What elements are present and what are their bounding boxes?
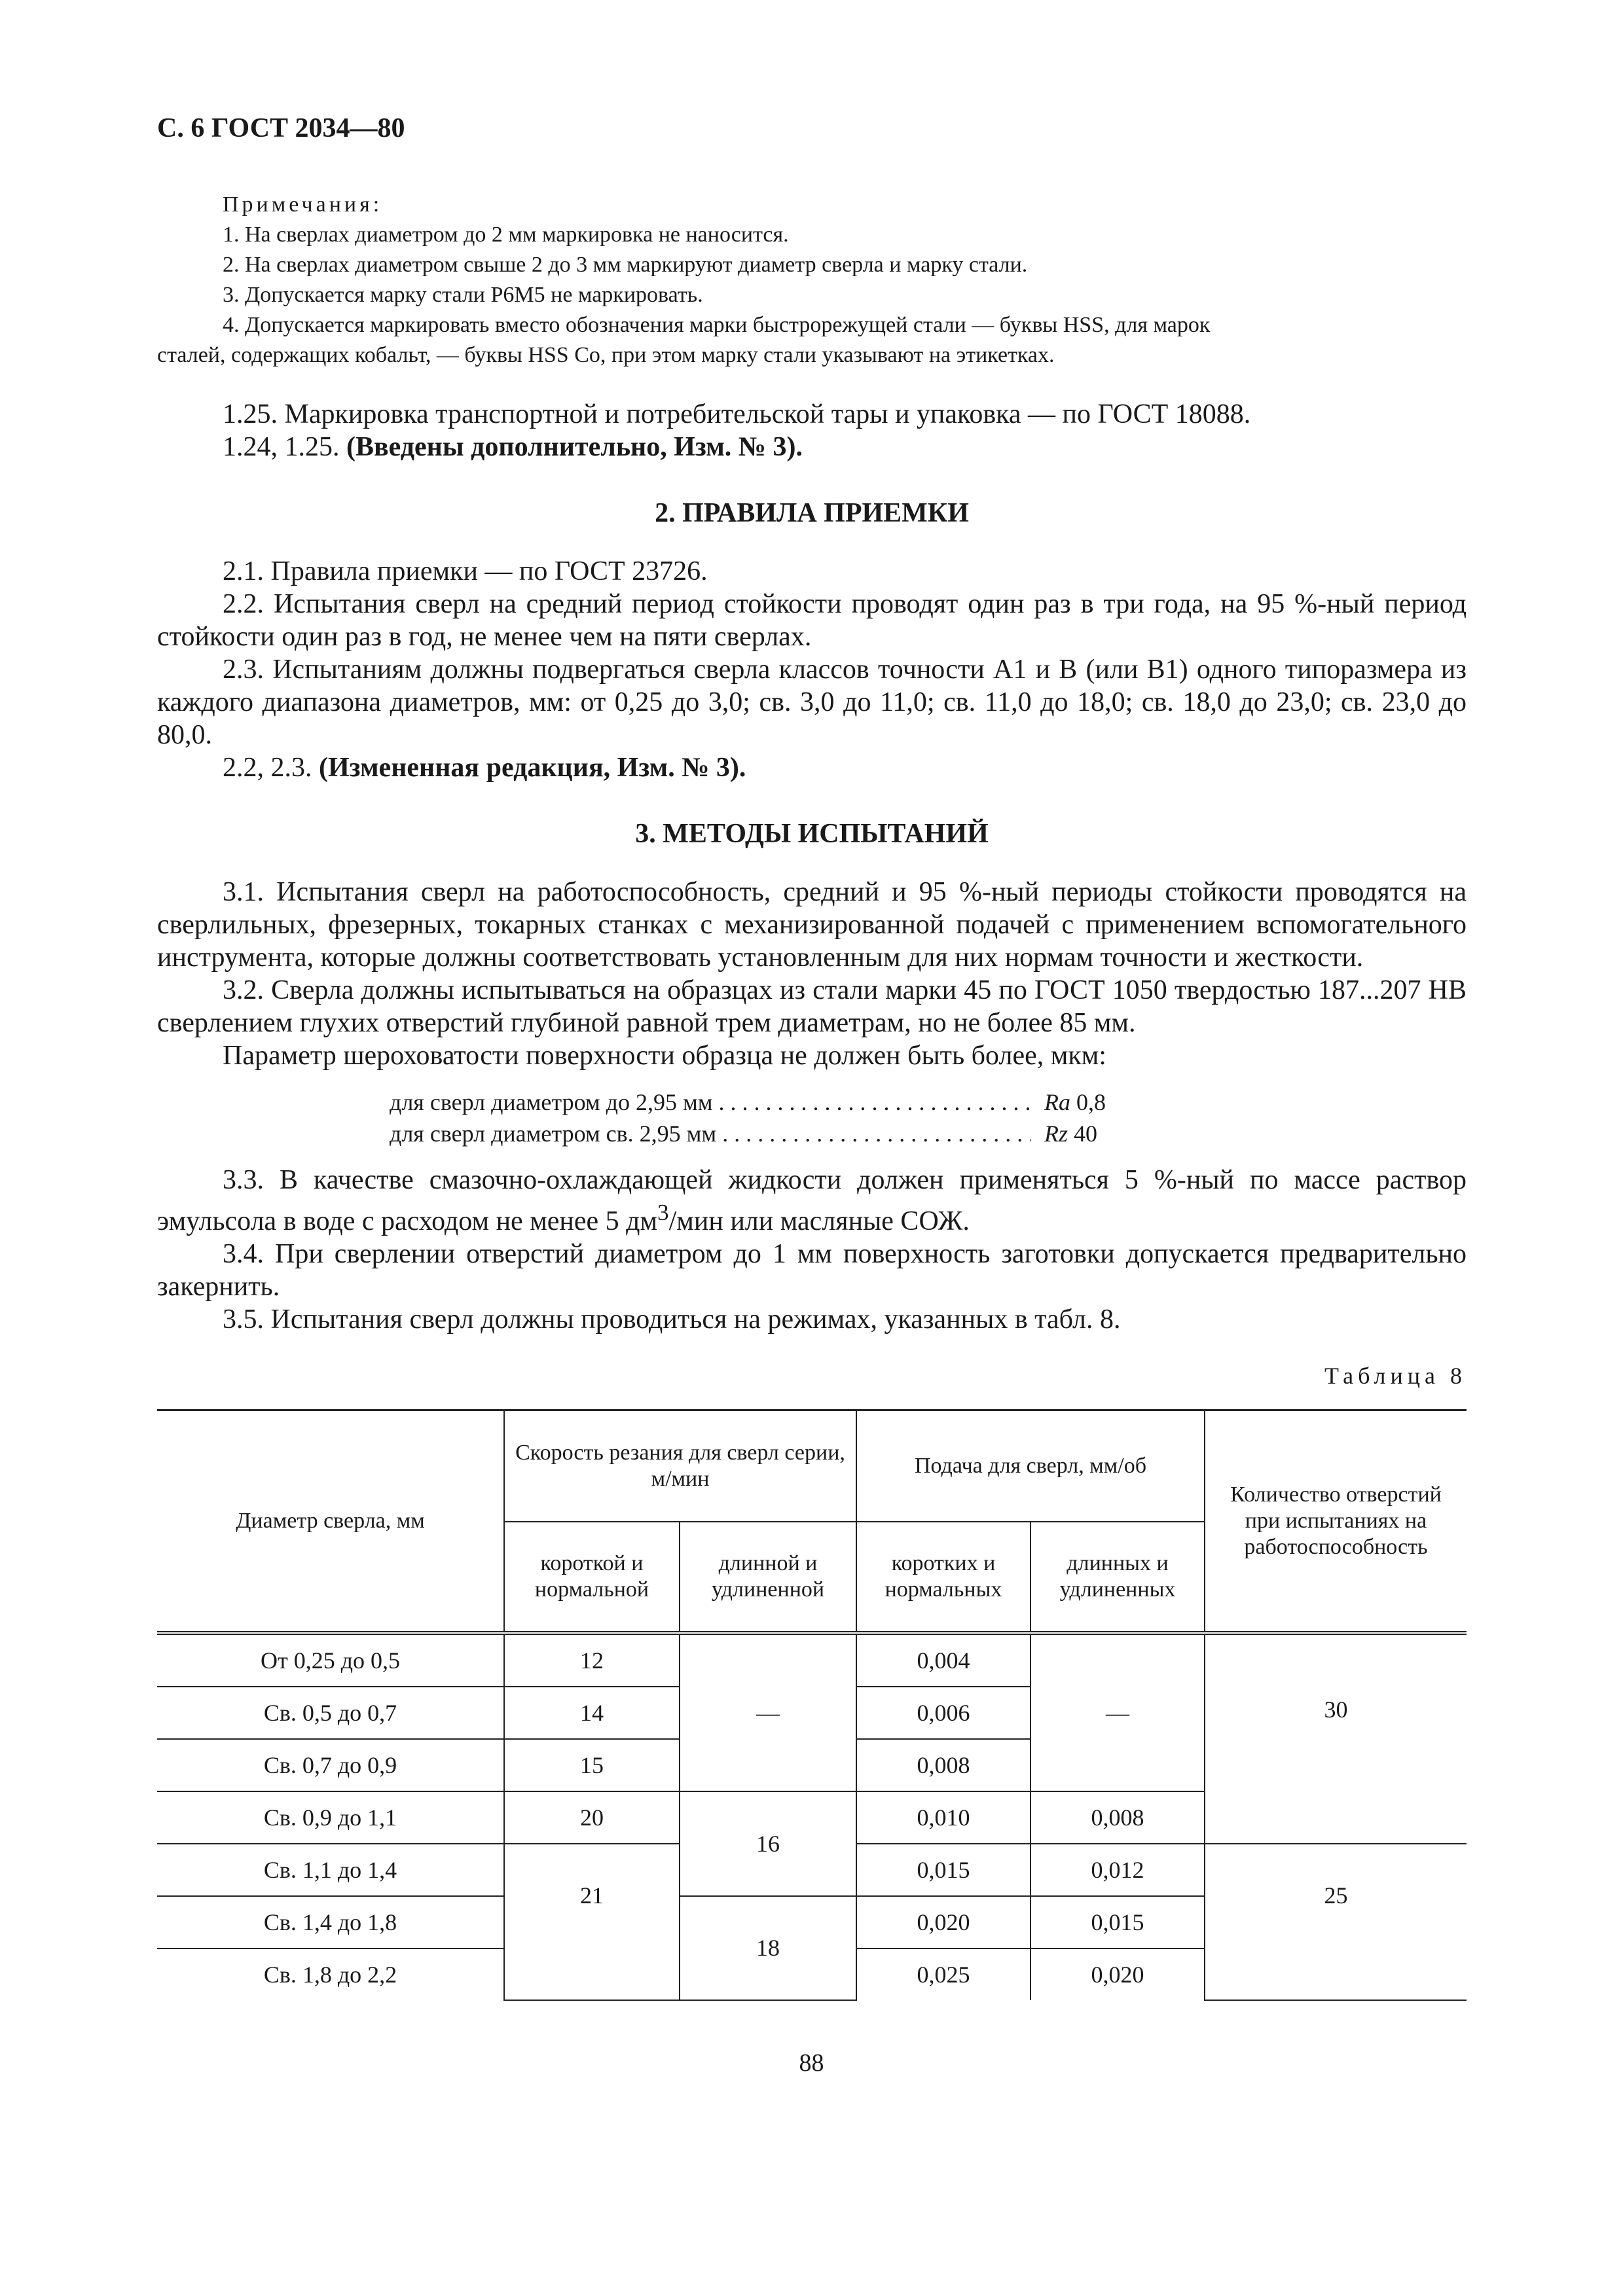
cell-count: 25 <box>1205 1844 1467 2000</box>
note-item: 3. Допускается марку стали Р6М5 не маркировать. <box>223 283 703 307</box>
paragraph-text: 3.2. Сверла должны испытываться на образцах из стали марки 45 по ГОСТ 1050 твердостью 187...207 НВ сверлением глухих отверстий глубиной равной трем диаметрам, но не более 85 мм. <box>157 975 1467 1038</box>
header-speed-short: короткой и нормальной <box>504 1522 680 1633</box>
paragraph-3-4 <box>157 1238 1467 1303</box>
paragraph-3-2-roughness <box>157 1039 1467 1072</box>
paragraph-text: 3.1. Испытания сверл на работоспособность, средний и 95 %-ный периоды стойкости проводятся на сверлильных, фрезерных, токарных станках с механизированной подачей с применением вспомогательного инструмента, которые должны соответствовать установленным для них нормам точности и жесткости. <box>157 877 1467 973</box>
cell-diameter: Св. 1,1 до 1,4 <box>157 1844 504 1896</box>
cell-diameter: Св. 0,7 до 0,9 <box>157 1739 504 1791</box>
header-speed: Скорость резания для сверл серии, м/мин <box>504 1410 856 1522</box>
section-2-title: 2. ПРАВИЛА ПРИЕМКИ <box>655 498 969 528</box>
amendment-note: (Измененная редакция, Изм. № 3). <box>319 753 746 783</box>
cell-feed-long: 0,020 <box>1030 1948 1205 2000</box>
notes-title: Примечания: <box>223 192 383 217</box>
roughness-value <box>1031 1086 1136 1118</box>
cell-count: 30 <box>1205 1633 1467 1844</box>
superscript: 3 <box>657 1200 669 1225</box>
roughness-row <box>390 1086 1136 1118</box>
paragraph-1-25 <box>157 398 1467 431</box>
amendment-note: (Введены дополнительно, Изм. № 3). <box>346 432 803 462</box>
header-speed-long: длинной и удлиненной <box>680 1522 856 1633</box>
notes-block <box>157 190 1467 370</box>
cell-feed-short: 0,010 <box>856 1791 1030 1844</box>
roughness-row <box>390 1118 1136 1149</box>
paragraph-3-3 <box>157 1164 1467 1238</box>
header-feed-short: коротких и нормальных <box>856 1522 1030 1633</box>
note-item: 1. На сверлах диаметром до 2 мм маркировка не наносится. <box>223 223 789 247</box>
paragraph-2-2 <box>157 588 1467 653</box>
cell-speed-short: 20 <box>504 1791 680 1844</box>
cell-feed-short: 0,008 <box>856 1739 1030 1791</box>
paragraph-text: Параметр шероховатости поверхности образца не должен быть более, мкм: <box>223 1041 1106 1071</box>
cell-feed-long: 0,008 <box>1030 1791 1205 1844</box>
cell-feed-short: 0,020 <box>856 1896 1030 1948</box>
paragraph-3-1 <box>157 876 1467 974</box>
cell-feed-short: 0,015 <box>856 1844 1030 1896</box>
roughness-list <box>390 1086 1136 1149</box>
paragraph-1-24-amend <box>157 431 1467 463</box>
page-content <box>157 190 1467 2001</box>
roughness-number: 0,8 <box>1076 1089 1106 1115</box>
cell-feed-short: 0,025 <box>856 1948 1030 2000</box>
note-item: 2. На сверлах диаметром свыше 2 до 3 мм маркируют диаметр сверла и марку стали. <box>223 253 1028 277</box>
cell-diameter: Св. 0,9 до 1,1 <box>157 1791 504 1844</box>
cell-speed-long: — <box>680 1633 856 1791</box>
note-item-continued: сталей, содержащих кобальт, — буквы HSS Co, при этом марку стали указывают на этикетках. <box>157 343 1055 367</box>
roughness-value <box>1031 1118 1136 1149</box>
test-modes-table <box>157 1409 1467 2001</box>
paragraph-text: 3.5. Испытания сверл должны проводиться на режимах, указанных в табл. 8. <box>223 1304 1121 1335</box>
cell-speed-short: 15 <box>504 1739 680 1791</box>
page-number: 88 <box>799 2049 824 2077</box>
cell-speed-short: 12 <box>504 1633 680 1687</box>
paragraph-2-amend <box>157 751 1467 784</box>
roughness-number: 40 <box>1074 1121 1097 1147</box>
cell-speed-short: 14 <box>504 1687 680 1739</box>
paragraph-3-5 <box>157 1303 1467 1336</box>
roughness-label: для сверл диаметром до 2,95 мм . . . <box>390 1086 1031 1118</box>
paragraph-2-1 <box>157 555 1467 588</box>
cell-feed-short: 0,004 <box>856 1633 1030 1687</box>
cell-diameter: Св. 0,5 до 0,7 <box>157 1687 504 1739</box>
page-header: С. 6 ГОСТ 2034—80 <box>157 113 405 143</box>
header-feed: Подача для сверл, мм/об <box>856 1410 1205 1522</box>
paragraph-text: 2.3. Испытаниям должны подвергаться сверла классов точности А1 и В (или В1) одного типоразмера из каждого диапазона диаметров, мм: от 0,25 до 3,0; св. 3,0 до 11,0; св. 11,0 до 18,0; св. 18,0 до 23,0; св. 23,0 до 80,0. <box>157 655 1467 750</box>
cell-diameter: Св. 1,8 до 2,2 <box>157 1948 504 2000</box>
paragraph-text: 1.25. Маркировка транспортной и потребительской тары и упаковка — по ГОСТ 18088. <box>223 399 1251 429</box>
cell-feed-long: 0,015 <box>1030 1896 1205 1948</box>
cell-diameter: От 0,25 до 0,5 <box>157 1633 504 1687</box>
cell-feed-long: 0,012 <box>1030 1844 1205 1896</box>
paragraph-2-3 <box>157 653 1467 751</box>
cell-speed-long: 18 <box>680 1896 856 2000</box>
paragraph-3-2 <box>157 974 1467 1039</box>
cell-speed-short: 21 <box>504 1844 680 2000</box>
header-diameter: Диаметр сверла, мм <box>157 1410 504 1633</box>
roughness-label: для сверл диаметром св. 2,95 мм . . . <box>390 1118 1031 1149</box>
table-row <box>157 1633 1467 1687</box>
paragraph-text: /мин или масляные СОЖ. <box>668 1206 970 1236</box>
paragraph-text: 3.4. При сверлении отверстий диаметром до 1 мм поверхность заготовки допускается предварительно закернить. <box>157 1239 1467 1302</box>
paragraph-text: 2.1. Правила приемки — по ГОСТ 23726. <box>223 556 708 586</box>
cell-diameter: Св. 1,4 до 1,8 <box>157 1896 504 1948</box>
cell-speed-long: 16 <box>680 1791 856 1896</box>
table-caption: Таблица 8 <box>1324 1363 1467 1389</box>
roughness-param: Ra <box>1044 1089 1070 1115</box>
header-feed-long: длинных и удлиненных <box>1030 1522 1205 1633</box>
header-count: Количество отверстий при испытаниях на работоспособность <box>1205 1410 1467 1633</box>
paragraph-text: 2.2. Испытания сверл на средний период стойкости проводят один раз в три года, на 95 %-ный период стойкости один раз в год, не менее чем на пяти сверлах. <box>157 589 1467 652</box>
paragraph-text: 3.3. В качестве смазочно-охлаждающей жидкости должен применяться 5 %-ный по массе раствор эмульсола в воде с расходом не менее 5 дм <box>157 1165 1467 1236</box>
paragraph-text: 1.24, 1.25. <box>223 432 340 462</box>
cell-feed-long: — <box>1030 1633 1205 1791</box>
paragraph-text: 2.2, 2.3. <box>223 753 312 783</box>
roughness-param: Rz <box>1044 1121 1068 1147</box>
cell-feed-short: 0,006 <box>856 1687 1030 1739</box>
note-item: 4. Допускается маркировать вместо обозначения марки быстрорежущей стали — буквы HSS, для марок <box>223 313 1211 337</box>
section-3-title: 3. МЕТОДЫ ИСПЫТАНИЙ <box>635 819 989 849</box>
